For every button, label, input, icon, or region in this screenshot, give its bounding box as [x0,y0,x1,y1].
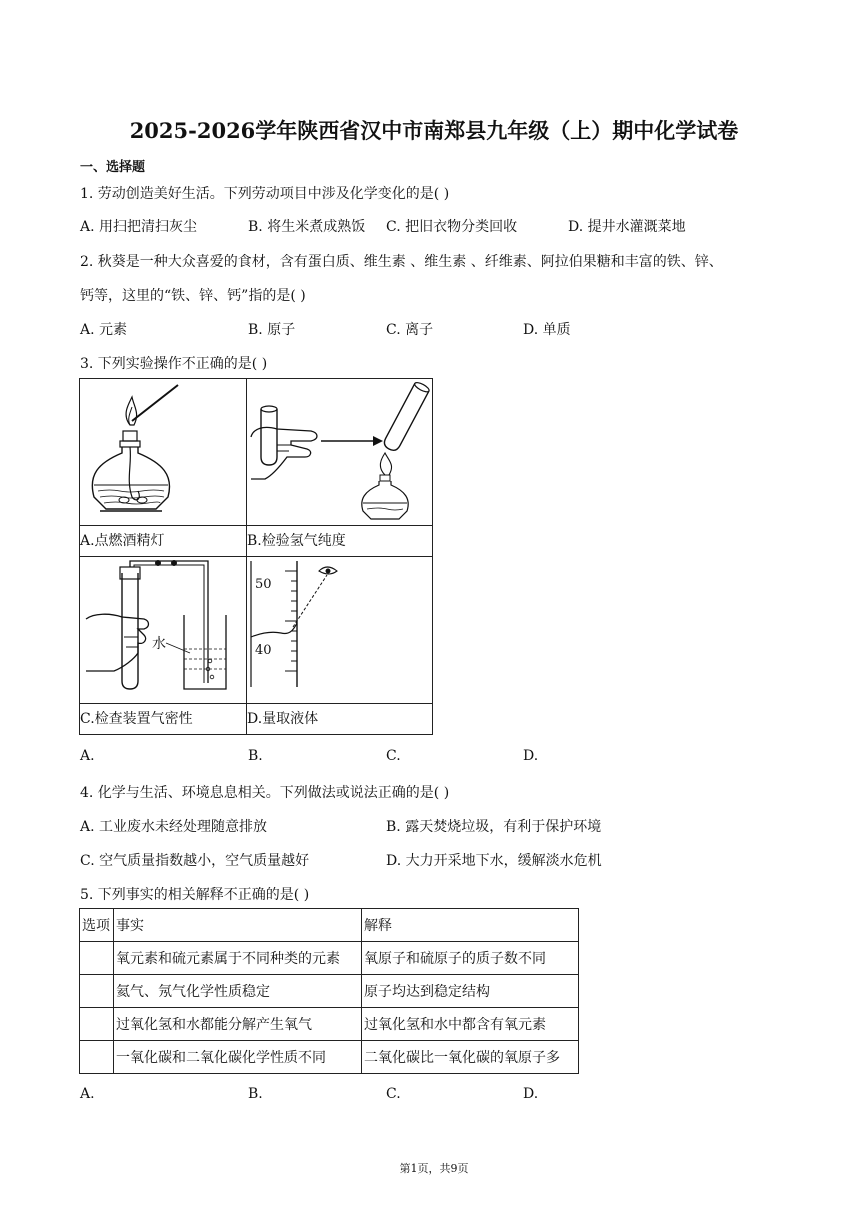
table-header-cell: 事实 [114,909,362,942]
q2-stem-line1: 2. 秋葵是一种大众喜爱的食材，含有蛋白质、维生素 、维生素 、纤维素、阿拉伯果糖和丰富的铁、锌、 [80,254,723,270]
scale-label-40: 40 [255,643,272,658]
table-cell: 氧元素和硫元素属于不同种类的元素 [114,942,362,975]
table-cell: 氧原子和硫原子的质子数不同 [362,942,579,975]
q5-option-a: A. [80,1086,95,1102]
table-row [80,942,579,975]
figure-a-cell [80,379,247,526]
table-cell: 氦气、氖气化学性质稳定 [114,975,362,1008]
q5-option-c: C. [386,1086,401,1102]
q1-option-c: C. 把旧衣物分类回收 [386,219,518,235]
q2-option-c: C. 离子 [386,322,434,338]
q1-option-a: A. 用扫把清扫灰尘 [80,219,198,235]
q5-option-b: B. [248,1086,263,1102]
section-heading: 一、选择题 [80,160,146,175]
caption-b: B.检验氢气纯度 [247,526,433,557]
table-header-cell: 解释 [362,909,579,942]
exam-title: 2025-2026学年陕西省汉中市南郑县九年级（上）期中化学试卷 [129,118,739,143]
scale-label-50: 50 [255,577,272,592]
q4-option-b: B. 露天焚烧垃圾，有利于保护环境 [386,819,602,835]
q5-stem: 5. 下列事实的相关解释不正确的是( ) [80,887,310,903]
q3-option-d: D. [523,748,539,764]
q2-option-d: D. 单质 [523,322,571,338]
q1-option-d: D. 提井水灌溉菜地 [568,219,686,235]
table-row [80,975,579,1008]
q4-stem: 4. 化学与生活、环境息息相关。下列做法或说法正确的是( ) [80,785,450,801]
q5-table [79,908,579,1074]
q5-option-d: D. [523,1086,539,1102]
figure-c-cell [80,557,247,704]
q2-stem-line2: 钙等，这里的“铁、锌、钙”指的是( ) [80,288,306,304]
table-cell [80,942,114,975]
table-cell: 过氧化氢和水中都含有氧元素 [362,1008,579,1041]
table-cell: 过氧化氢和水都能分解产生氧气 [114,1008,362,1041]
hydrogen-purity-test-figure [247,379,432,525]
q3-figure-grid [79,378,433,735]
label-water: 水 [152,636,166,652]
figure-b-cell [247,379,433,526]
q2-option-b: B. 原子 [248,322,296,338]
q1-stem: 1. 劳动创造美好生活。下列劳动项目中涉及化学变化的是( ) [80,186,450,202]
q1-option-b: B. 将生米煮成熟饭 [248,219,366,235]
table-row [80,1008,579,1041]
figure-d-cell [247,557,433,704]
caption-c: C.检查装置气密性 [80,704,247,735]
q2-option-a: A. 元素 [80,322,128,338]
q4-option-c: C. 空气质量指数越小，空气质量越好 [80,853,310,869]
q3-stem: 3. 下列实验操作不正确的是( ) [80,356,268,372]
page-footer: 第1页，共9页 [399,1162,469,1175]
table-cell: 二氧化碳比一氧化碳的氧原子多 [362,1041,579,1074]
table-cell [80,1041,114,1074]
graduated-cylinder-reading-figure [247,557,432,703]
airtightness-check-figure [80,557,246,703]
q4-option-a: A. 工业废水未经处理随意排放 [80,819,268,835]
table-header-cell: 选项 [80,909,114,942]
table-cell: 原子均达到稳定结构 [362,975,579,1008]
caption-d: D.量取液体 [247,704,433,735]
table-cell: 一氧化碳和二氧化碳化学性质不同 [114,1041,362,1074]
table-cell [80,975,114,1008]
table-row [80,1041,579,1074]
q3-option-a: A. [80,748,95,764]
table-cell [80,1008,114,1041]
q3-option-c: C. [386,748,401,764]
q4-option-d: D. 大力开采地下水，缓解淡水危机 [386,853,602,869]
table-header-row [80,909,579,942]
alcohol-lamp-lighting-figure [80,379,246,525]
q3-option-b: B. [248,748,263,764]
caption-a: A.点燃酒精灯 [80,526,247,557]
